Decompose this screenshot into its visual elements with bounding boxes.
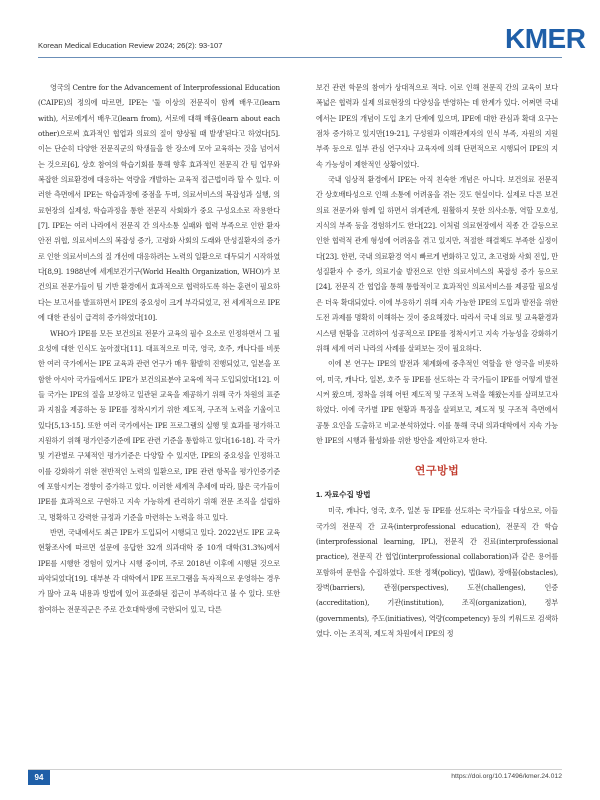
paragraph: 보건 관련 학문의 참여가 상대적으로 적다. 이로 인해 전문직 간의 교육이 보다 폭넓은 협력과 실제 의료현장의 다양성을 반영하는 데 한계가 있다. 어쩌면 국내에서는 IPE의 개념이 도입 초기 단계에 있으며, IPE에 대한 관심과 확대 요구는 점차 증가하고 있지만[19-21], 구성원과 이해관계자의 인식 부족, 자원의 지원 부족 등으로 일부 관심 연구자나 교육자에 의해 단편적으로 시행되어 IPE의 지속 가능성이 제한적인 상황이었다.: [316, 83, 558, 169]
left-column: [38, 80, 280, 617]
paragraph: 영국의 Centre for the Advancement of Interprofessional Education (CAIPE)의 정의에 따르면, IPE는 '둘 이상의 전문직이 함께 배우고(learn with), 서로에게서 배우고(learn from), 서로에 대해 배움(learn about each other)으로써 효과적인 협업과 의료의 질이 향상될 때 발생'된다고 하였다[5]. 이는 단순히 다양한 전문직군의 학생들을 한 장소에 모아 교육하는 것을 넘어서는 것으로[6], 상호 참여의 학습기회를 통해 향후 효과적인 전문직 간 팀 업무와 복잡한 의료환경에 대응하는 역량을 개발하는 교육적 접근법이라 할 수 있다. 이러한 측면에서 IPE는 학습과정에 중점을 두며, 의료서비스의 복잡성과 실행, 의료현장의 실제성, 학습과정을 통한 전문직 사회화가 중요 구성요소로 작용한다[7]. IPE는 여러 나라에서 전문직 간 의사소통 실패와 협력 부족으로 인한 환자안전 위협, 의료서비스의 복잡성 증가, 고령화 사회의 도래와 만성질환자의 증가로 인한 의료서비스의 질 개선에 대응하려는 노력의 일환으로 대두되기 시작하였다[8,9]. 1988년에 세계보건기구(World Health Organization, WHO)가 보건의료 전문가들이 팀 기반 환경에서 효과적으로 협력하도록 하는 훈련이 필요하다는 보고서를 발표하면서 IPE의 중요성이 크게 부각되었고, 전 세계적으로 IPE에 대한 관심이 급격히 증가하였다[10].: [38, 83, 280, 323]
footer-divider: [28, 769, 562, 770]
paragraph: WHO가 IPE를 모든 보건의료 전문가 교육의 필수 요소로 인정하면서 그 필요성에 대한 인식도 높아졌다[11]. 대표적으로 미국, 영국, 호주, 캐나다를 비롯한 여러 국가에서는 IPE 교육과 관련 연구가 매우 활발히 진행되었고, 일본을 포함한 아시아 국가들에서도 IPE가 보건의료분야 교육에 적극 도입되었다[12]. 이들 국가는 IPE의 질을 보장하고 일관된 교육을 제공하기 위해 국가 차원의 표준과 지침을 제공하는 등 IPE를 정착시키기 위한 제도적, 구조적 노력을 기울이고 있다[5,13-15]. 또한 여러 국가에서는 IPE 프로그램의 실행 및 효과를 평가하고 지원하기 위해 평가인증기준에 IPE 관련 기준을 통합하고 있다[16-18]. 각 국가 및 기관별로 구체적인 평가기준은 다양할 수 있지만, IPE의 중요성을 인정하고 이를 강화하기 위한 전반적인 노력의 일환으로, IPE 관련 항목을 평가인증기준에 포함시키는 경향이 증가하고 있다. 이러한 세계적 추세에 따라, 많은 국가들이 IPE를 효과적으로 구현하고 지속 가능하게 관리하기 위해 전문 조직을 설립하고, 명확하고 강력한 규정과 기준을 마련하는 노력을 하고 있다.: [38, 328, 280, 522]
subsection-heading: 1. 자료수집 방법: [316, 490, 371, 500]
doi-link[interactable]: https://doi.org/10.17496/kmer.24.012: [451, 773, 562, 780]
journal-logo: KMER: [505, 23, 586, 54]
right-column: [316, 80, 558, 641]
section-heading: 연구방법: [414, 465, 460, 478]
paragraph: 반면, 국내에서도 최근 IPE가 도입되어 시행되고 있다. 2022년도 IPE 교육 현황조사에 따르면 설문에 응답한 32개 의과대학 중 10개 대학(31.3%)에서 IPE를 시행한 경험이 있거나 시행 중이며, 주로 2018년 이후에 시행된 것으로 파악되었다[19]. 대부분 각 대학에서 IPE 프로그램을 독자적으로 운영하는 경우가 많아 교육 내용과 방법에 있어 표준화된 접근이 부족하다고 볼 수 있다. 또한 참여하는 전문직군은 주로 간호대학생에 국한되어 있고, 다른: [38, 527, 280, 614]
journal-citation: Korean Medical Education Review 2024; 26(2): 93-107: [38, 41, 223, 50]
paragraph: 국내 임상적 환경에서 IPE는 아직 친숙한 개념은 아니다. 보건의료 전문직 간 상호배타성으로 인해 소통에 어려움을 겪는 것도 현실이다. 실제로 다른 보건의료 전문가와 함께 일 하면서 위계관계, 원활하지 못한 의사소통, 역할 모호성, 지식의 부족 등을 경험하기도 한다[22]. 이처럼 의료현장에서 직종 간 갈등으로 인한 협력적 관계 형성에 어려움을 겪고 있지만, 적절한 해결책도 부족한 실정이다[23]. 한편, 국내 의료환경 역시 빠르게 변화하고 있고, 초고령화 사회 진입, 만성질환자 수 증가, 의료기술 발전으로 인한 의료서비스의 복잡성 증가 등으로[24], 전문직 간 협업을 통해 통합적이고 효과적인 의료서비스를 제공할 필요성은 더욱 확대되었다. 이에 부응하기 위해 지속 가능한 IPE의 도입과 발전을 위한 도전 과제를 명확히 이해하는 것이 중요해졌다. 따라서 국내 의료 및 교육환경과 시스템 현황을 고려하여 성공적으로 IPE를 정착시키고 지속 가능성을 강화하기 위해 세계 여러 나라의 사례를 살펴보는 것이 필요하다.: [316, 175, 558, 353]
paragraph: 미국, 캐나다, 영국, 호주, 일본 등 IPE를 선도하는 국가들을 대상으로, 이들 국가의 전문직 간 교육(interprofessional education), 전문직 간 학습(interprofessional learning, IPL), 전문직 간 진료(interprofessional practice), 전문직 간 협업(interprofessional collaboration)과 같은 용어를 포함하여 문헌을 수집하였다. 또한 정책(policy), 법(law), 장애물(obstacles), 장벽(barriers), 관점(perspectives), 도전(challenges), 인증(accreditation), 기관(institution), 조직(organization), 정부(governments), 주도(initiatives), 역량(competency) 등의 키워드로 검색하였다. 이는 조직적, 제도적 차원에서 IPE의 정: [316, 506, 558, 638]
page-number: 94: [28, 770, 50, 785]
paragraph: 이에 본 연구는 IPE의 발전과 체계화에 중추적인 역할을 한 영국을 비롯하여, 미국, 캐나다, 일본, 호주 등 IPE를 선도하는 각 국가들이 IPE를 어떻게 발전시켜 왔으며, 정착을 위해 어떤 제도적 및 구조적 노력을 해왔는지를 살펴보고자 하였다. 이에 국가별 IPE 현황과 특징을 살펴보고, 제도적 및 구조적 측면에서 공통 요인을 도출하고 비교·분석하였다. 이를 통해 국내 의과대학에서 지속 가능한 IPE의 시행과 활성화를 위한 방안을 제안하고자 한다.: [316, 359, 558, 445]
header-divider: [38, 57, 562, 58]
